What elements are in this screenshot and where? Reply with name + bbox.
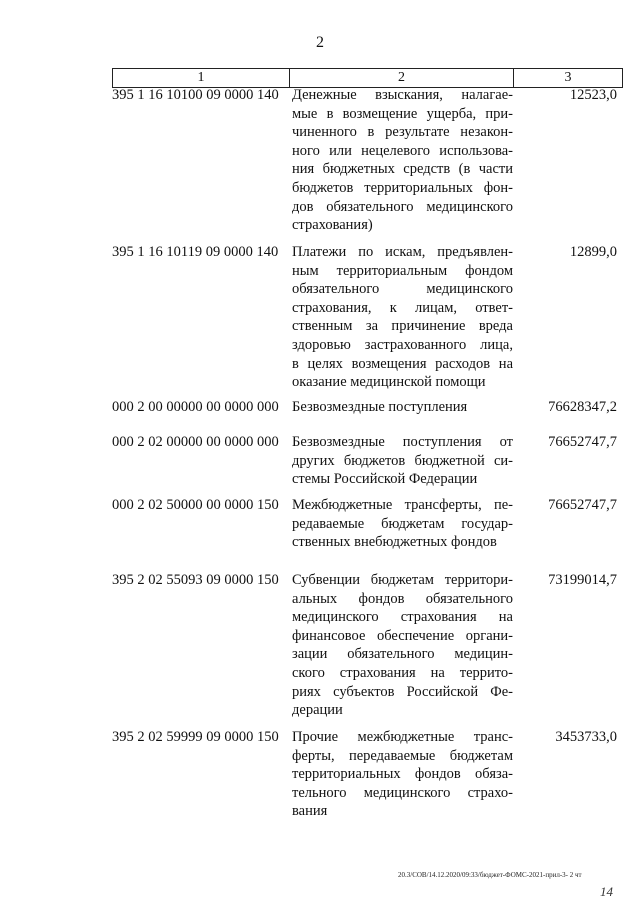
description-line: Денежные взыскания, налагае- xyxy=(292,87,513,103)
description-line: риях субъектов Российской Фе- xyxy=(292,683,513,700)
page-number: 2 xyxy=(316,34,324,51)
description-line: дерации xyxy=(292,702,343,719)
column-header-2: 2 xyxy=(290,69,514,87)
row-description xyxy=(292,571,513,720)
row-amount: 12899,0 xyxy=(569,244,617,260)
description-line: редаваемые бюджетам государ- xyxy=(292,515,513,532)
description-line: бюджетов территориальных фон- xyxy=(292,179,513,196)
row-description xyxy=(292,86,513,235)
description-line: финансовое обеспечение органи- xyxy=(292,627,513,644)
row-code: 395 1 16 10100 09 0000 140 xyxy=(112,87,279,103)
description-line: ственным за причинение вреда xyxy=(292,318,513,335)
description-line: Прочие межбюджетные транс- xyxy=(292,729,513,745)
description-line: медицинского страхования на xyxy=(292,609,513,626)
column-header-1: 1 xyxy=(113,69,290,87)
description-line: зации обязательного медицин- xyxy=(292,646,513,663)
description-line: тельного медицинского страхо- xyxy=(292,784,513,801)
description-line: в целях возмещения расходов на xyxy=(292,355,513,372)
row-amount: 76628347,2 xyxy=(548,399,617,415)
description-line: Субвенции бюджетам территори- xyxy=(292,572,513,588)
row-amount: 73199014,7 xyxy=(548,572,617,588)
row-amount: 12523,0 xyxy=(569,87,617,103)
row-code: 395 1 16 10119 09 0000 140 xyxy=(112,244,279,260)
row-code: 395 2 02 55093 09 0000 150 xyxy=(112,572,279,588)
row-code: 000 2 02 00000 00 0000 000 xyxy=(112,434,279,450)
description-line: дов обязательного медицинского xyxy=(292,198,513,215)
footer-stamp: 20.3/СОВ/14.12.2020/09:33/бюджет-ФОМС-2021-прил-3- 2 чт xyxy=(398,871,582,879)
description-line: Безвозмездные поступления xyxy=(292,399,468,415)
description-line: оказание медицинской помощи xyxy=(292,374,486,391)
description-line: здоровью застрахованного лица, xyxy=(292,336,513,353)
row-amount: 3453733,0 xyxy=(555,729,617,745)
description-line: Платежи по искам, предъявлен- xyxy=(292,244,513,260)
row-code: 395 2 02 59999 09 0000 150 xyxy=(112,729,279,745)
description-line: обязательного медицинского xyxy=(292,281,513,298)
row-description xyxy=(292,433,513,489)
description-line: мые в возмещение ущерба, при- xyxy=(292,105,513,122)
description-line: Межбюджетные трансферты, пе- xyxy=(292,497,513,513)
description-line: ферты, передаваемые бюджетам xyxy=(292,747,513,764)
row-description xyxy=(292,728,513,821)
description-line: страхования) xyxy=(292,217,373,234)
description-line: страхования, к лицам, ответ- xyxy=(292,299,513,316)
row-amount: 76652747,7 xyxy=(548,434,617,450)
description-line: стемы Российской Федерации xyxy=(292,471,478,488)
description-line: ского страхования на террито- xyxy=(292,664,513,681)
row-code: 000 2 00 00000 00 0000 000 xyxy=(112,399,279,415)
row-description xyxy=(292,398,513,417)
row-code: 000 2 02 50000 00 0000 150 xyxy=(112,497,279,513)
description-line: других бюджетов бюджетной си- xyxy=(292,452,513,469)
description-line: ным территориальным фондом xyxy=(292,262,513,279)
row-amount: 76652747,7 xyxy=(548,497,617,513)
description-line: вания xyxy=(292,803,328,820)
table-header xyxy=(112,68,623,88)
row-description xyxy=(292,496,513,552)
description-line: ственных внебюджетных фондов xyxy=(292,534,497,551)
row-description xyxy=(292,243,513,392)
description-line: чиненного в результате незакон- xyxy=(292,124,513,141)
column-header-3: 3 xyxy=(564,70,572,85)
description-line: ния бюджетных средств (в части xyxy=(292,161,513,178)
description-line: ного или нецелевого использова- xyxy=(292,142,513,159)
description-line: Безвозмездные поступления от xyxy=(292,434,513,450)
handwritten-page-number: 14 xyxy=(600,884,613,899)
description-line: территориальных фондов обяза- xyxy=(292,766,513,783)
description-line: альных фондов обязательного xyxy=(292,590,513,607)
